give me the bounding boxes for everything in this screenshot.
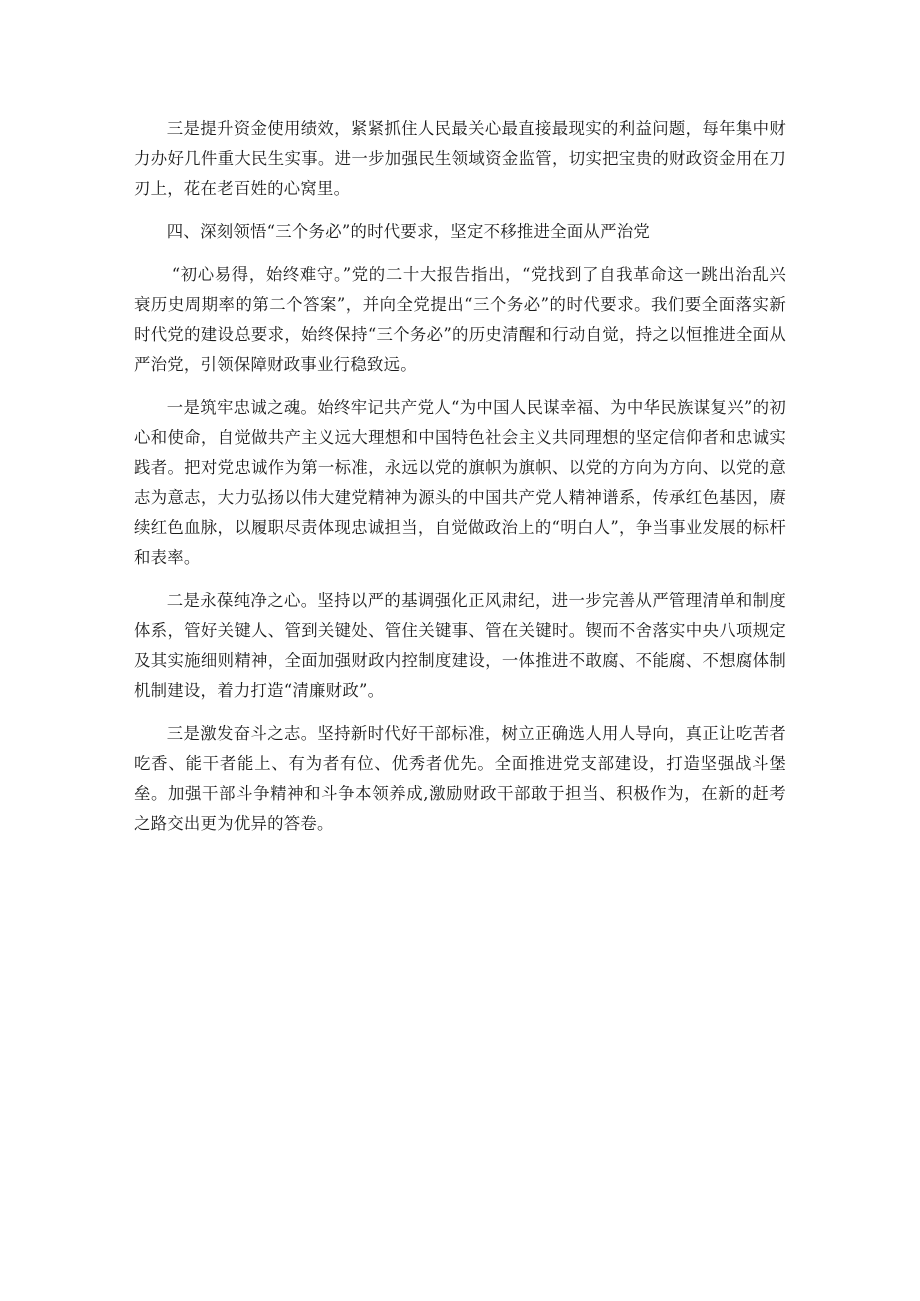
paragraph-funds-performance: 三是提升资金使用绩效，紧紧抓住人民最关心最直接最现实的利益问题，每年集中财力办好几件重大民生实事。进一步加强民生领域资金监管，切实把宝贵的财政资金用在刀刃上，花在老百姓的心窝里。 [134,119,786,198]
paragraph-integrity: 二是永葆纯净之心。坚持以严的基调强化正风肃纪，进一步完善从严管理清单和制度体系，管好关键人、管到关键处、管住关键事、管在关键时。锲而不舍落实中央八项规定及其实施细则精神，全面加强财政内控制度建设，一体推进不敢腐、不能腐、不想腐体制机制建设，着力打造“清廉财政”。 [134,591,786,700]
document-body [134,114,786,852]
paragraph-striving: 三是激发奋斗之志。坚持新时代好干部标准，树立正确选人用人导向，真正让吃苦者吃香、能干者能上、有为者有位、优秀者优先。全面推进党支部建设，打造坚强战斗堡垒。加强干部斗争精神和斗争本领养成,激励财政干部敢于担当、积极作为，在新的赶考之路交出更为优异的答卷。 [134,724,786,833]
section-heading-four: 四、深刻领悟“三个务必”的时代要求，坚定不移推进全面从严治党 [166,222,650,241]
paragraph-self-revolution: “初心易得，始终难守。”党的二十大报告指出，“党找到了自我革命这一跳出治乱兴衰历史周期率的第二个答案”，并向全党提出“三个务必”的时代要求。我们要全面落实新时代党的建设总要求，始终保持“三个务必”的历史清醒和行动自觉，持之以恒推进全面从严治党，引领保障财政事业行稳致远。 [134,265,786,374]
paragraph-loyalty: 一是筑牢忠诚之魂。始终牢记共产党人“为中国人民谋幸福、为中华民族谋复兴”的初心和使命，自觉做共产主义远大理想和中国特色社会主义共同理想的坚定信仰者和忠诚实践者。把对党忠诚作为第一标准，永远以党的旗帜为旗帜、以党的方向为方向、以党的意志为意志，大力弘扬以伟大建党精神为源头的中国共产党人精神谱系，传承红色基因，赓续红色血脉，以履职尽责体现忠诚担当，自觉做政治上的“明白人”，争当事业发展的标杆和表率。 [134,398,786,567]
